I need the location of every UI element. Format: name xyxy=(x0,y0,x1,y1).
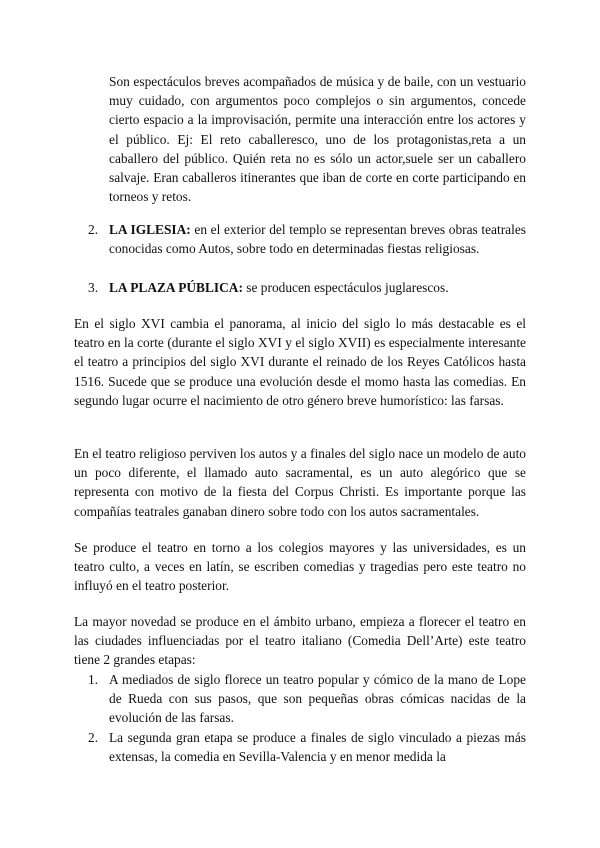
paragraph-colegios-mayores: Se produce el teatro en torno a los colegios mayores y las universidades, es un teatro culto, a veces en latín, se escriben comedias y tragedias pero este teatro no influyó en el teatro posterior. xyxy=(74,540,526,594)
list-2-item-2-number: 2. xyxy=(88,730,99,745)
list-1-item-2-text: en el exterior del templo se representan breves obras teatrales conocidas como Autos, sobre todo en determinadas fiestas religiosas. xyxy=(109,222,526,257)
list-1-item-2-number: 2. xyxy=(88,222,99,237)
list-1-item-3-title: LA PLAZA PÚBLICA: xyxy=(109,280,243,295)
paragraph-teatro-religioso: En el teatro religioso perviven los autos y a finales del siglo nace un modelo de auto un poco diferente, el llamado auto sacramental, es un auto alegórico que se representa con motivo de la fiesta del Corpus Christi. Es importante porque las compañías teatrales ganaban dinero sobre todo con los autos sacramentales. xyxy=(74,446,526,519)
list-2-item-1-number: 1. xyxy=(88,672,99,687)
list-1-item-2 xyxy=(109,220,526,258)
paragraph-ambito-urbano: La mayor novedad se produce en el ámbito urbano, empieza a florecer el teatro en las ciudades influenciadas por el teatro italiano (Comedia Dell’Arte) este teatro tiene 2 grandes etapas: xyxy=(74,614,526,668)
list-1-item-3-number: 3. xyxy=(88,280,99,295)
list-2-item-2: La segunda gran etapa se produce a finales de siglo vinculado a piezas más extensas, la comedia en Sevilla-Valencia y en menor medida la xyxy=(109,730,526,765)
list-1-item-3 xyxy=(109,278,526,297)
list-1-item-2-title: LA IGLESIA: xyxy=(109,222,191,237)
list-2-item-1: A mediados de siglo florece un teatro popular y cómico de la mano de Lope de Rueda con sus pasos, que son pequeñas obras cómicas nacidas de la evolución de las farsas. xyxy=(109,672,526,726)
list-1-item-3-text: se producen espectáculos juglarescos. xyxy=(242,280,449,295)
paragraph-siglo-xvi: En el siglo XVI cambia el panorama, al inicio del siglo lo más destacable es el teatro en la corte (durante el siglo XVI y el siglo XVII) es especialmente interesante el teatro a principios del siglo XVI durante el reinado de los Reyes Católicos hasta 1516. Sucede que se produce una evolución desde el momo hasta las comedias. En segundo lugar ocurre el nacimiento de otro género breve humorístico: las farsas. xyxy=(74,316,526,408)
intro-paragraph: Son espectáculos breves acompañados de música y de baile, con un vestuario muy cuidado, con argumentos poco complejos o sin argumentos, concede cierto espacio a la improvisación, permite una interacción entre los actores y el público. Ej: El reto caballeresco, uno de los protagonistas,reta a un caballero del público. Quién reta no es sólo un actor,suele ser un caballero salvaje. Eran caballeros itinerantes que iban de corte en corte participando en torneos y retos. xyxy=(109,74,526,205)
